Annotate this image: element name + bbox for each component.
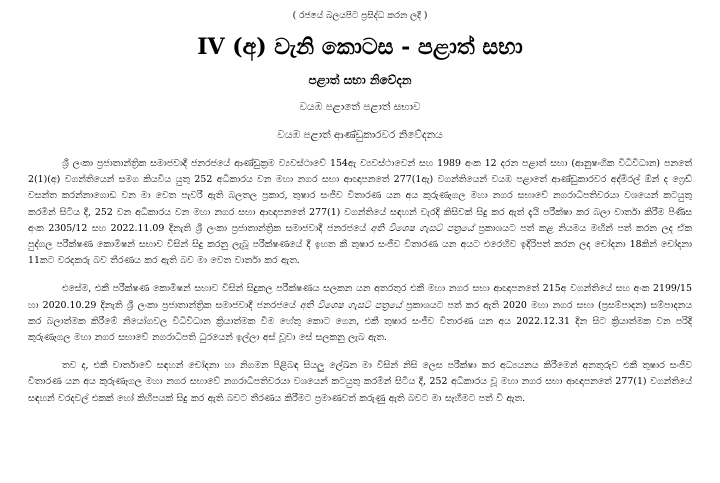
paragraph-text: එසේම, එකී පරීක්ෂණ කොමිෂන් සභාව විසින් සිදුකල පරීක්ෂණය සලකන යන අතරතුර එකී මහා නගර සභා ආඥාපනතේ 215අ වගන්තියේ සහ අංක 2199/15 හා 2020.10.29 දිනැති ශ්‍රී ලංකා ප්‍රජාතාන්ත්‍රික සමාජවාදී ජනරජයේ xyxy=(28,283,692,311)
gazette-reference: අති විශෙෂ ගැසට් පත්‍රයේ xyxy=(370,222,474,234)
paragraph-text: ශ්‍රී ලංකා ප්‍රජාතාන්ත්‍රික සමාජවාදී ජනරජයේ ආණ්ඩුක්‍රම ව්‍යවස්ථාවේ 154ඇ ව්‍යවස්ථාවෙන් සහ 1989 අංක 12 දරන පළාත් සභා (ආනුෂංගික විධිවිධාන) පනතේ 2(1)(අ) වගන්තියෙන් සමග කියවිය යුතු 252 අධිකාරය වන මහා නගර සභා ආඥාපනතේ 277(1ඇ) වගන්තියෙන් වයඹ පළාතේ ආණ්ඩුකාරවර අද්මිරල් ඕන් ද ෆ්‍රෙඩ් වසන්ත කරන්නාගොඩ වන මා වෙත පැවරී ඇති බලතල ප්‍රකාර, තුෂාර සංජීව විතාරණ යන අය කුරුණෑගල මහා නගර සභාවේ නගරාධිපතිවරයා වශයෙන් කටයුතු කරමින් සිටිය දී, 252 වන අධිකාරය වන මහා නගර සභා ආඥාපනතේ 277(1) වගන්තියේ සඳහන් වැරදි කිසිවක් සිදු කර ඇත් දැයි පරීක්ෂා කර බලා වාර්තා කිරීම පිණිස අංක 2305/12 සහ 2022.11.09 දිනැති ශ්‍රී ලංකා ප්‍රජාතාන්ත්‍රික සමාජවාදී ජනරජයේ xyxy=(28,158,692,234)
paragraph-text: තව ද, එකී වාර්තාවේ සඳහන් චෝදනා හා නිගමන පිළිබඳ සියලු ලේඛන මා විසින් නිසි ලෙස පරීක්ෂා කර අධ්‍යයනය කිරීමෙන් අනතුරුව එකී තුෂාර සංජීව විතාරණ යන අය කුරුණෑගල මහා නගර සභාවේ නගරාධිපතිවරයා වශයෙන් කටයුතු කරමින් සිටිය දී, 252 අධිකාරය වූ මහා නගර සභා ආඥාපනතේ 277(1) වගන්තියේ සඳහන් වරදවල් එකක් හෝ කිහිපයක් සිදු කර ඇති බවට තීරණය කිරීමට ප්‍රමාණවත් කරුණු ඇති බවට මා සෑහීමට පත් වී ඇත. xyxy=(28,360,692,404)
publication-authority-line: ( රජයේ බලයපිට ප්‍රසිද්ධ කරන ලදී ) xyxy=(292,11,428,21)
notice-title: වයඹ පළාත් ආණ්ඩුකාරවර නිවේදනය xyxy=(277,129,443,141)
section-title: පළාත් සභා නිවේදන xyxy=(308,73,412,87)
paragraph-text: ප්‍රකාශයට පත් කර ඇති 2020 මහා නගර සභා (ප්‍රසම්පාදන) සම්පාදනය කර බලාත්මක කිරීමේ නියෝගවල විධිවිධාන ක්‍රියාත්මක වීම හේතු කොට ගෙන, එකී තුෂාර සංජීව විතාරණ යන අය 2022.12.31 දින සිට ක්‍රියාත්මක වන පරිදි කුරුණෑගල මහා නගර සභාවේ නගරාධිපති ධුරයෙන් ඉල්ලා අස් වූවා සේ සලකනු ලැබ ඇත. xyxy=(28,299,692,344)
part-title: IV (අ) වැනි කොටස - පළාත් සභා xyxy=(197,34,523,60)
gazette-reference: අති විශෙෂ ගැසට් පත්‍රයේ xyxy=(299,299,402,311)
paragraph-text: ප්‍රකාශයට පත් කළ නියමය මඟින් පත් කරන ලද ඒක පුද්ගල පරීක්ෂණ කොමිෂන් සභාව විසින් සිදු කරනු ලැබූ පරීක්ෂණයේ දී ඉහත කී තුෂාර සංජීව විතාරණ යන අයට එරෙහිව ඉදිරිපත් කරන ලද චෝදනා 18කින් චෝදනා 11කට වරදකරු බව තීරණය කර ඇති බව මා වෙත වාර්තා කර ඇත. xyxy=(28,222,692,267)
body-paragraph-3 xyxy=(28,358,692,407)
body-paragraph-1 xyxy=(28,156,692,269)
body-paragraph-2 xyxy=(28,281,692,346)
council-name: වයඹ පළාතේ පළාත් සභාව xyxy=(299,101,421,113)
